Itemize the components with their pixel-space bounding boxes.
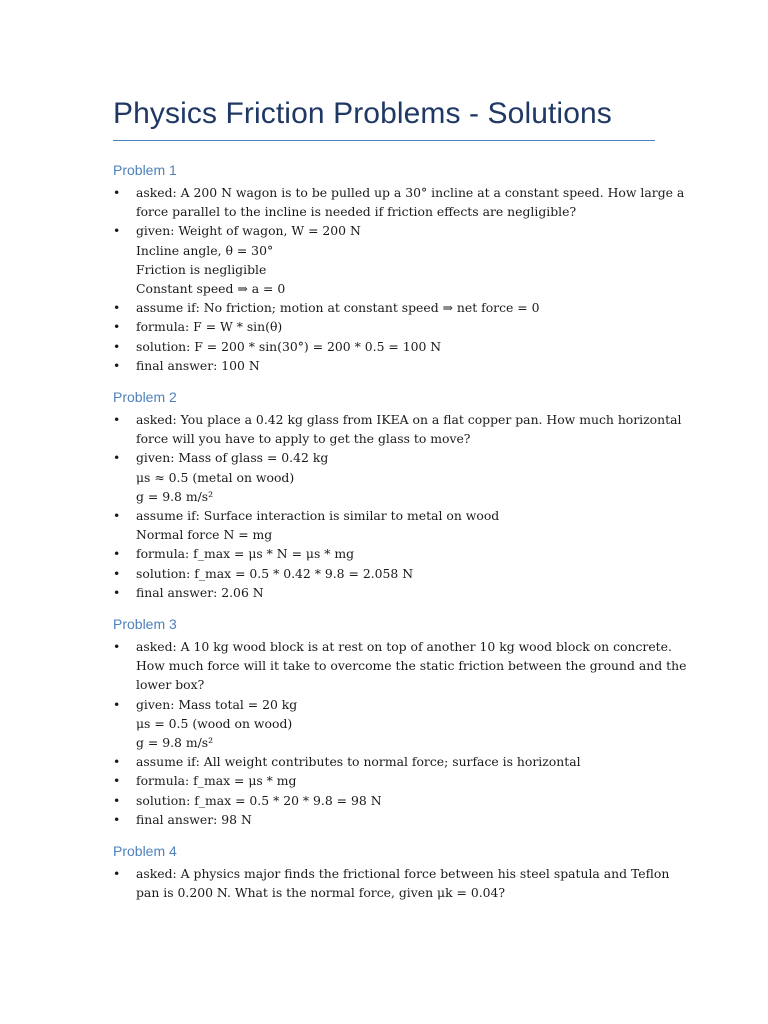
bullet-icon: • xyxy=(113,792,121,808)
item-text-line: μs = 0.5 (wood on wood) xyxy=(136,715,293,731)
list-item xyxy=(113,221,655,298)
item-text-line: formula: F = W * sin(θ) xyxy=(136,319,283,335)
problem-bullet-list xyxy=(113,864,670,902)
item-text-line: pan is 0.200 N. What is the normal force, given μk = 0.04? xyxy=(136,885,506,901)
list-item xyxy=(113,864,670,902)
item-text-line: given: Weight of wagon, W = 200 N xyxy=(136,223,361,239)
item-text-line: final answer: 98 N xyxy=(136,811,252,827)
problem-heading: Problem 4 xyxy=(113,843,177,860)
item-text-line: asked: A 10 kg wood block is at rest on top of another 10 kg wood block on concrete. xyxy=(136,639,672,655)
bullet-icon: • xyxy=(113,546,121,562)
problem-section xyxy=(113,842,670,902)
problem-heading: Problem 3 xyxy=(113,616,177,633)
item-text-line: assume if: All weight contributes to normal force; surface is horizontal xyxy=(136,754,581,770)
bullet-icon: • xyxy=(113,508,121,524)
bullet-icon: • xyxy=(113,300,121,316)
list-item xyxy=(113,506,655,544)
bullet-icon: • xyxy=(113,811,121,827)
list-item xyxy=(113,410,682,448)
bullet-icon: • xyxy=(113,450,121,466)
item-text-line: assume if: Surface interaction is similar to metal on wood xyxy=(136,508,500,524)
problem-bullet-list xyxy=(113,183,685,375)
item-text-line: force parallel to the incline is needed if friction effects are negligible? xyxy=(136,204,577,220)
problem-bullet-list xyxy=(113,410,682,602)
item-text-line: force will you have to apply to get the glass to move? xyxy=(136,431,471,447)
document-page xyxy=(113,94,687,916)
bullet-icon: • xyxy=(113,754,121,770)
item-text-line: asked: A 200 N wagon is to be pulled up a 30° incline at a constant speed. How large a xyxy=(136,185,685,200)
list-item xyxy=(113,448,655,506)
list-item xyxy=(113,337,655,356)
list-item xyxy=(113,752,655,771)
list-item xyxy=(113,183,685,221)
item-text-line: given: Mass of glass = 0.42 kg xyxy=(136,450,329,466)
item-text-line: solution: f_max = 0.5 * 0.42 * 9.8 = 2.058 N xyxy=(136,565,414,581)
list-item xyxy=(113,317,655,336)
item-text-line: μs ≈ 0.5 (metal on wood) xyxy=(136,469,295,485)
list-item xyxy=(113,583,655,602)
list-item xyxy=(113,637,687,695)
bullet-icon: • xyxy=(113,357,121,373)
item-text-line: final answer: 100 N xyxy=(136,357,260,373)
list-item xyxy=(113,544,655,563)
problem-section xyxy=(113,615,687,829)
item-text-line: given: Mass total = 20 kg xyxy=(136,696,298,712)
item-text-line: formula: f_max = μs * mg xyxy=(136,773,297,789)
list-item xyxy=(113,298,655,317)
list-item xyxy=(113,791,655,810)
item-text-line: Incline angle, θ = 30° xyxy=(136,242,274,258)
bullet-icon: • xyxy=(113,185,121,200)
list-item xyxy=(113,695,655,753)
bullet-icon: • xyxy=(113,639,121,655)
item-text-line: g = 9.8 m/s² xyxy=(136,735,214,751)
document-title: Physics Friction Problems - Solutions xyxy=(113,97,612,130)
item-text-line: solution: f_max = 0.5 * 20 * 9.8 = 98 N xyxy=(136,792,382,808)
bullet-icon: • xyxy=(113,565,121,581)
bullet-icon: • xyxy=(113,412,121,428)
item-text-line: assume if: No friction; motion at constant speed ⇒ net force = 0 xyxy=(136,300,540,316)
item-text-line: asked: A physics major finds the frictional force between his steel spatula and Teflon xyxy=(136,866,670,882)
bullet-icon: • xyxy=(113,696,121,712)
item-text-line: g = 9.8 m/s² xyxy=(136,488,214,504)
list-item xyxy=(113,564,655,583)
bullet-icon: • xyxy=(113,866,121,882)
list-item xyxy=(113,771,655,790)
item-text-line: Constant speed ⇒ a = 0 xyxy=(136,281,286,297)
problem-bullet-list xyxy=(113,637,687,829)
bullet-icon: • xyxy=(113,338,121,354)
problem-heading: Problem 2 xyxy=(113,389,177,406)
item-text-line: solution: F = 200 * sin(30°) = 200 * 0.5 = 100 N xyxy=(136,338,442,354)
item-text-line: How much force will it take to overcome the static friction between the ground and the xyxy=(136,658,687,674)
bullet-icon: • xyxy=(113,319,121,335)
list-item xyxy=(113,356,655,375)
bullet-icon: • xyxy=(113,223,121,239)
item-text-line: final answer: 2.06 N xyxy=(136,584,264,600)
list-item xyxy=(113,810,655,829)
item-text-line: asked: You place a 0.42 kg glass from IKEA on a flat copper pan. How much horizontal xyxy=(136,412,682,428)
problem-section xyxy=(113,161,685,375)
problem-section xyxy=(113,388,682,602)
problem-heading: Problem 1 xyxy=(113,162,177,178)
item-text-line: lower box? xyxy=(136,677,205,693)
item-text-line: Normal force N = mg xyxy=(136,527,273,543)
item-text-line: formula: f_max = μs * N = μs * mg xyxy=(136,546,355,562)
title-underline xyxy=(113,140,655,141)
bullet-icon: • xyxy=(113,773,121,789)
item-text-line: Friction is negligible xyxy=(136,261,267,277)
bullet-icon: • xyxy=(113,584,121,600)
problems-list xyxy=(113,161,687,903)
